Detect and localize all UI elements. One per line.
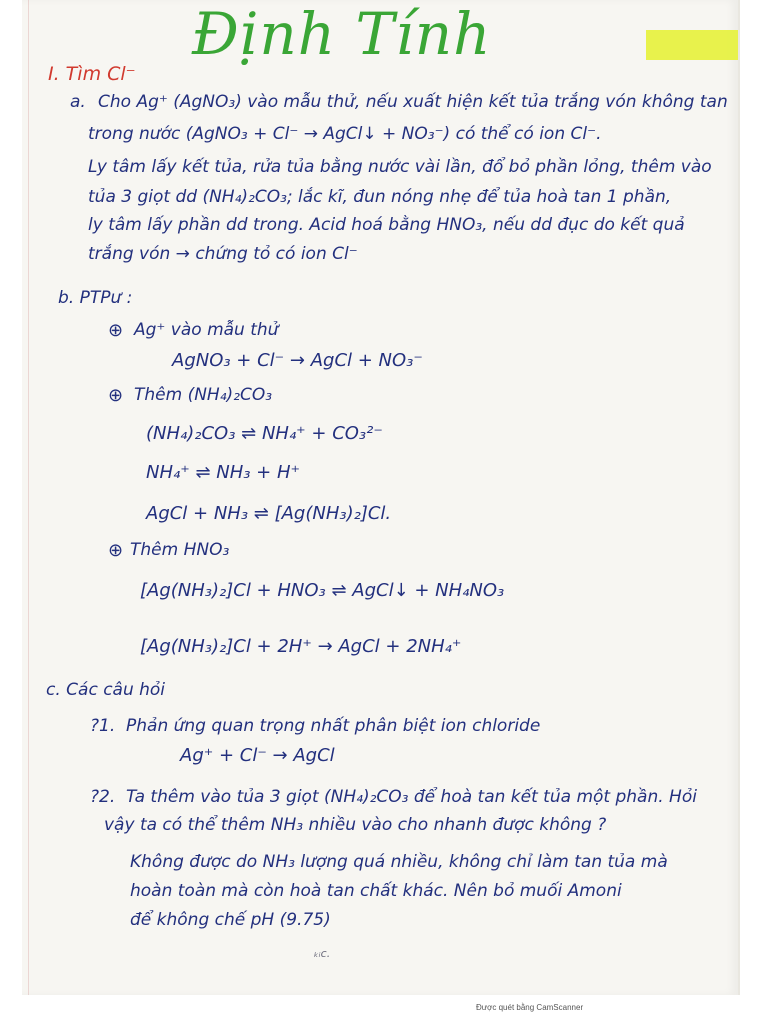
scanner-footer: Được quét bằng CamScanner bbox=[476, 1003, 584, 1012]
part-a-line-6: trắng vón → chứng tỏ có ion Cl⁻ bbox=[88, 244, 358, 264]
step-2-equation-3: AgCl + NH₃ ⇌ [Ag(NH₃)₂]Cl. bbox=[146, 503, 392, 524]
step-3-equation-2: [Ag(NH₃)₂]Cl + 2H⁺ → AgCl + 2NH₄⁺ bbox=[140, 636, 462, 657]
question-1-label: ?1. bbox=[90, 716, 116, 736]
notebook-page bbox=[22, 0, 740, 995]
step-1-text: Ag⁺ vào mẫu thử bbox=[134, 320, 279, 340]
part-a-line-5: ly tâm lấy phần dd trong. Acid hoá bằng HNO₃, nếu dd đục do kết quả bbox=[88, 215, 685, 235]
step-1-equation-1: AgNO₃ + Cl⁻ → AgCl + NO₃⁻ bbox=[172, 350, 423, 371]
step-3-marker: ⊕ bbox=[108, 540, 124, 561]
question-2-answer-1: Không được do NH₃ lượng quá nhiều, không chỉ làm tan tủa mà bbox=[130, 852, 668, 872]
page-title: Định Tính bbox=[192, 0, 492, 68]
step-2-equation-1: (NH₄)₂CO₃ ⇌ NH₄⁺ + CO₃²⁻ bbox=[146, 423, 383, 444]
step-1-marker: ⊕ bbox=[108, 320, 124, 341]
margin-line bbox=[28, 0, 29, 995]
question-2-line-2: vậy ta có thể thêm NH₃ nhiều vào cho nhanh được không ? bbox=[104, 815, 607, 835]
part-b-label: b. PTPư : bbox=[58, 288, 133, 308]
part-a-line-4: tủa 3 giọt dd (NH₄)₂CO₃; lắc kĩ, đun nóng nhẹ để tủa hoà tan 1 phần, bbox=[88, 187, 672, 207]
part-a-line-2: trong nước (AgNO₃ + Cl⁻ → AgCl↓ + NO₃⁻) có thể có ion Cl⁻. bbox=[88, 124, 602, 144]
step-2-marker: ⊕ bbox=[108, 385, 124, 406]
step-2-text: Thêm (NH₄)₂CO₃ bbox=[134, 385, 273, 405]
step-3-equation-1: [Ag(NH₃)₂]Cl + HNO₃ ⇌ AgCl↓ + NH₄NO₃ bbox=[140, 580, 505, 601]
stray-mark: ₖᵢc. bbox=[314, 947, 331, 960]
question-2-label: ?2. bbox=[90, 787, 116, 807]
question-1-text: Phản ứng quan trọng nhất phân biệt ion chloride bbox=[126, 716, 541, 736]
part-a-label: a. bbox=[70, 92, 86, 112]
step-2-equation-2: NH₄⁺ ⇌ NH₃ + H⁺ bbox=[146, 462, 301, 483]
question-2-answer-3: để không chế pH (9.75) bbox=[130, 910, 331, 930]
part-c-label: c. Các câu hỏi bbox=[46, 680, 166, 700]
section-heading: I. Tìm Cl⁻ bbox=[48, 63, 136, 85]
highlighter-mark bbox=[646, 30, 738, 60]
part-a-line-1: Cho Ag⁺ (AgNO₃) vào mẫu thử, nếu xuất hiện kết tủa trắng vón không tan bbox=[98, 92, 728, 112]
question-1-answer: Ag⁺ + Cl⁻ → AgCl bbox=[180, 745, 335, 766]
question-2-line-1: Ta thêm vào tủa 3 giọt (NH₄)₂CO₃ để hoà tan kết tủa một phần. Hỏi bbox=[126, 787, 697, 807]
question-2-answer-2: hoàn toàn mà còn hoà tan chất khác. Nên bỏ muối Amoni bbox=[130, 881, 622, 901]
step-3-text: Thêm HNO₃ bbox=[130, 540, 230, 560]
part-a-line-3: Ly tâm lấy kết tủa, rửa tủa bằng nước vài lần, đổ bỏ phần lỏng, thêm vào bbox=[88, 157, 712, 177]
